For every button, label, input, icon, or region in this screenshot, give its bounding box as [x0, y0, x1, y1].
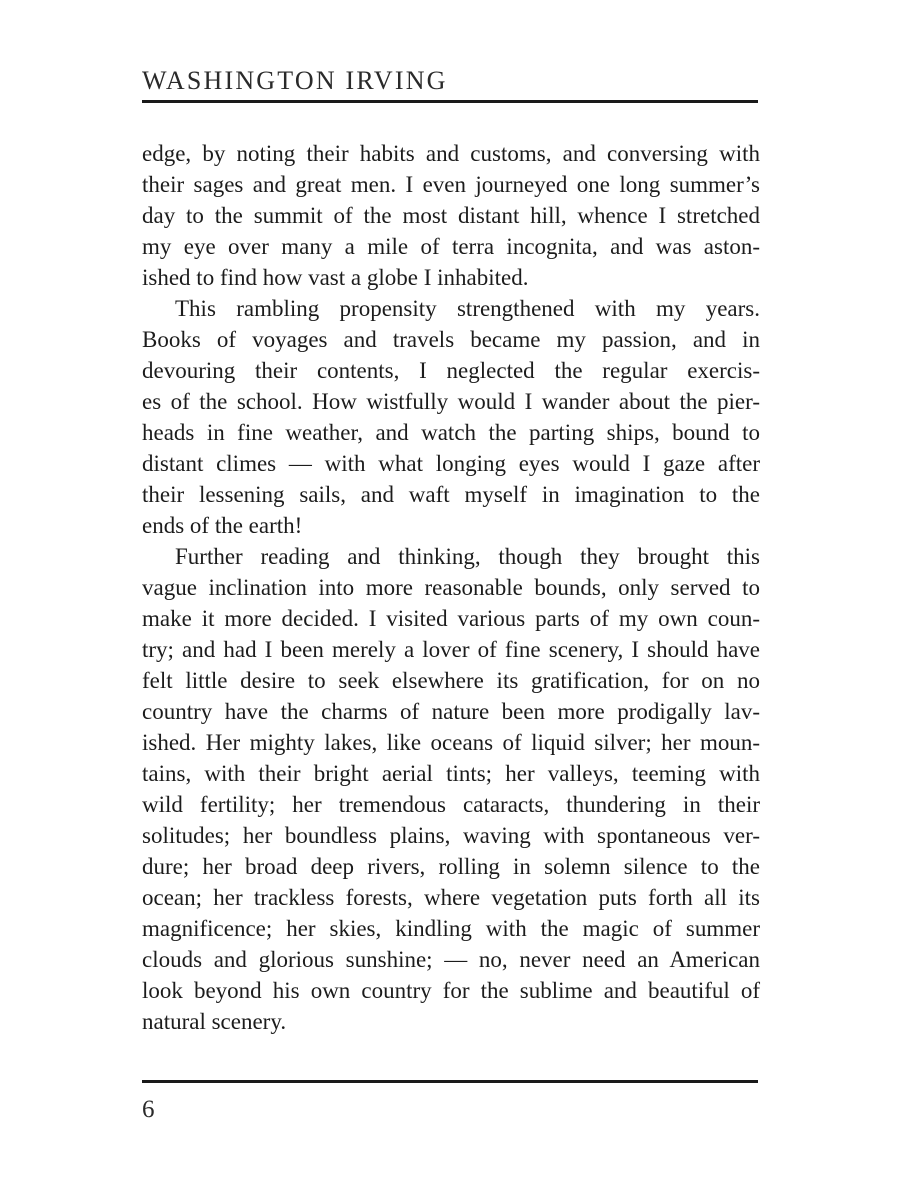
text-line: their lessening sails, and waft myself in imagination to the: [142, 482, 760, 507]
text-line: country have the charms of nature been more prodigally lav-: [142, 699, 760, 724]
text-line: my eye over many a mile of terra incognita, and was aston-: [142, 234, 760, 259]
text-line: make it more decided. I visited various parts of my own coun-: [142, 606, 760, 631]
text-line: vague inclination into more reasonable bounds, only served to: [142, 575, 760, 600]
text-line: ished. Her mighty lakes, like oceans of liquid silver; her moun-: [142, 730, 760, 755]
text-line: wild fertility; her tremendous cataracts, thundering in their: [142, 792, 760, 817]
footer-rule: [142, 1080, 758, 1083]
text-line: dure; her broad deep rivers, rolling in solemn silence to the: [142, 854, 760, 879]
text-line: clouds and glorious sunshine; — no, never need an American: [142, 947, 760, 972]
text-line: edge, by noting their habits and customs, and conversing with: [142, 141, 760, 166]
paragraph-1: [142, 138, 760, 293]
text-line: natural scenery.: [142, 1009, 287, 1034]
paragraph-3: [142, 541, 760, 1037]
text-line: their sages and great men. I even journeyed one long summer’s: [142, 172, 760, 197]
text-line: es of the school. How wistfully would I wander about the pier-: [142, 389, 760, 414]
text-line: look beyond his own country for the sublime and beautiful of: [142, 978, 760, 1003]
text-line: tains, with their bright aerial tints; her valleys, teeming with: [142, 761, 760, 786]
text-line: Further reading and thinking, though they brought this: [175, 544, 760, 569]
text-line: This rambling propensity strengthened with my years.: [175, 296, 760, 321]
text-line: ocean; her trackless forests, where vegetation puts forth all its: [142, 885, 760, 910]
text-line: ends of the earth!: [142, 513, 303, 538]
text-line: devouring their contents, I neglected the regular exercis-: [142, 358, 760, 383]
text-line: distant climes — with what longing eyes would I gaze after: [142, 451, 760, 476]
paragraph-2: [142, 293, 760, 541]
text-line: try; and had I been merely a lover of fine scenery, I should have: [142, 637, 760, 662]
text-line: ished to find how vast a globe I inhabited.: [142, 265, 529, 290]
page-number: 6: [142, 1096, 155, 1123]
running-head-title: WASHINGTON IRVING: [142, 66, 448, 95]
body-text: [142, 138, 760, 1037]
text-line: heads in fine weather, and watch the parting ships, bound to: [142, 420, 760, 445]
text-line: day to the summit of the most distant hill, whence I stretched: [142, 203, 760, 228]
header-rule: [142, 100, 758, 103]
text-line: solitudes; her boundless plains, waving with spontaneous ver-: [142, 823, 760, 848]
text-line: felt little desire to seek elsewhere its gratification, for on no: [142, 668, 760, 693]
text-line: magnificence; her skies, kindling with the magic of summer: [142, 916, 760, 941]
text-line: Books of voyages and travels became my passion, and in: [142, 327, 760, 352]
